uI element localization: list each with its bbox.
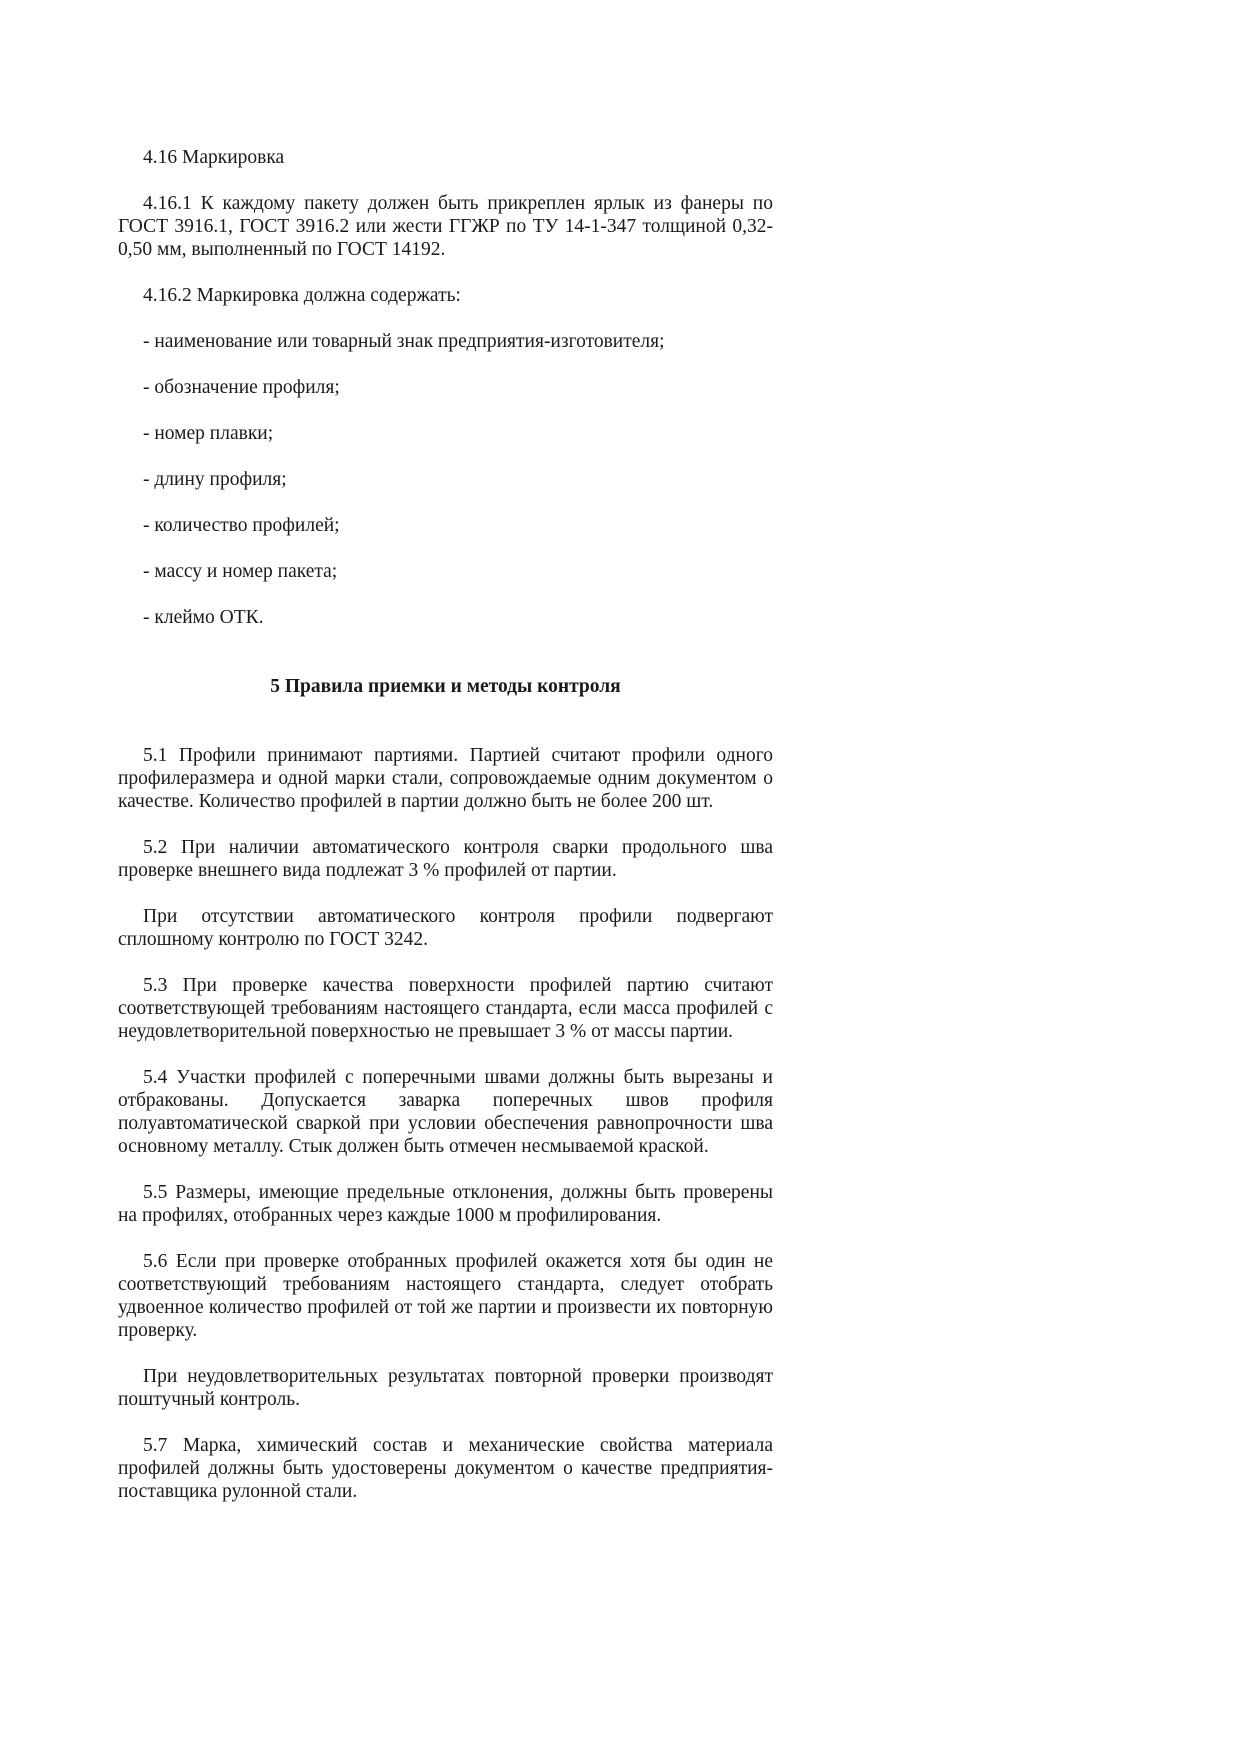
paragraph-5-6-cont: При неудовлетворительных результатах повторной проверки производят поштучный контроль. bbox=[118, 1366, 773, 1410]
document-page bbox=[118, 146, 773, 1503]
section-5-title: 5 Правила приемки и методы контроля bbox=[270, 676, 621, 697]
list-item: - количество профилей; bbox=[143, 515, 340, 536]
paragraph-4-16-1: 4.16.1 К каждому пакету должен быть прикреплен ярлык из фанеры по ГОСТ 3916.1, ГОСТ 3916.2 или жести ГГЖР по ТУ 14-1-347 толщиной 0,32-0,50 мм, выполненный по ГОСТ 14192. bbox=[118, 193, 773, 260]
list-item: - обозначение профиля; bbox=[143, 377, 340, 398]
list-item: - наименование или товарный знак предприятия-изготовителя; bbox=[143, 331, 665, 352]
paragraph-5-5: 5.5 Размеры, имеющие предельные отклонения, должны быть проверены на профилях, отобранных через каждые 1000 м профилирования. bbox=[118, 1182, 773, 1226]
subsection-heading-4-16: 4.16 Маркировка bbox=[143, 147, 285, 168]
marking-list bbox=[118, 330, 773, 629]
paragraph-5-6: 5.6 Если при проверке отобранных профилей окажется хотя бы один не соответствующий требованиям настоящего стандарта, следует отобрать удвоенное количество профилей от той же партии и произвести их повторную проверку. bbox=[118, 1251, 773, 1341]
list-item: - клеймо ОТК. bbox=[143, 607, 264, 628]
paragraph-5-2-cont: При отсутствии автоматического контроля профили подвергают сплошному контролю по ГОСТ 3242. bbox=[118, 906, 773, 950]
list-item: - массу и номер пакета; bbox=[143, 561, 338, 582]
paragraph-5-3: 5.3 При проверке качества поверхности профилей партию считают соответствующей требованиям настоящего стандарта, если масса профилей с неудовлетворительной поверхностью не превышает 3 % от массы партии. bbox=[118, 975, 773, 1042]
paragraph-5-4: 5.4 Участки профилей с поперечными швами должны быть вырезаны и отбракованы. Допускается заварка поперечных швов профиля полуавтоматической сваркой при условии обеспечения равнопрочности шва основному металлу. Стык должен быть отмечен несмываемой краской. bbox=[118, 1067, 773, 1157]
paragraph-5-1: 5.1 Профили принимают партиями. Партией считают профили одного профилеразмера и одной марки стали, сопровождаемые одним документом о качестве. Количество профилей в партии должно быть не более 200 шт. bbox=[118, 745, 773, 812]
paragraph-4-16-2: 4.16.2 Маркировка должна содержать: bbox=[143, 285, 461, 306]
list-item: - номер плавки; bbox=[143, 423, 274, 444]
paragraph-5-2: 5.2 При наличии автоматического контроля сварки продольного шва проверке внешнего вида подлежат 3 % профилей от партии. bbox=[118, 837, 773, 881]
paragraph-5-7: 5.7 Марка, химический состав и механические свойства материала профилей должны быть удостоверены документом о качестве предприятия-поставщика рулонной стали. bbox=[118, 1435, 773, 1502]
list-item: - длину профиля; bbox=[143, 469, 287, 490]
